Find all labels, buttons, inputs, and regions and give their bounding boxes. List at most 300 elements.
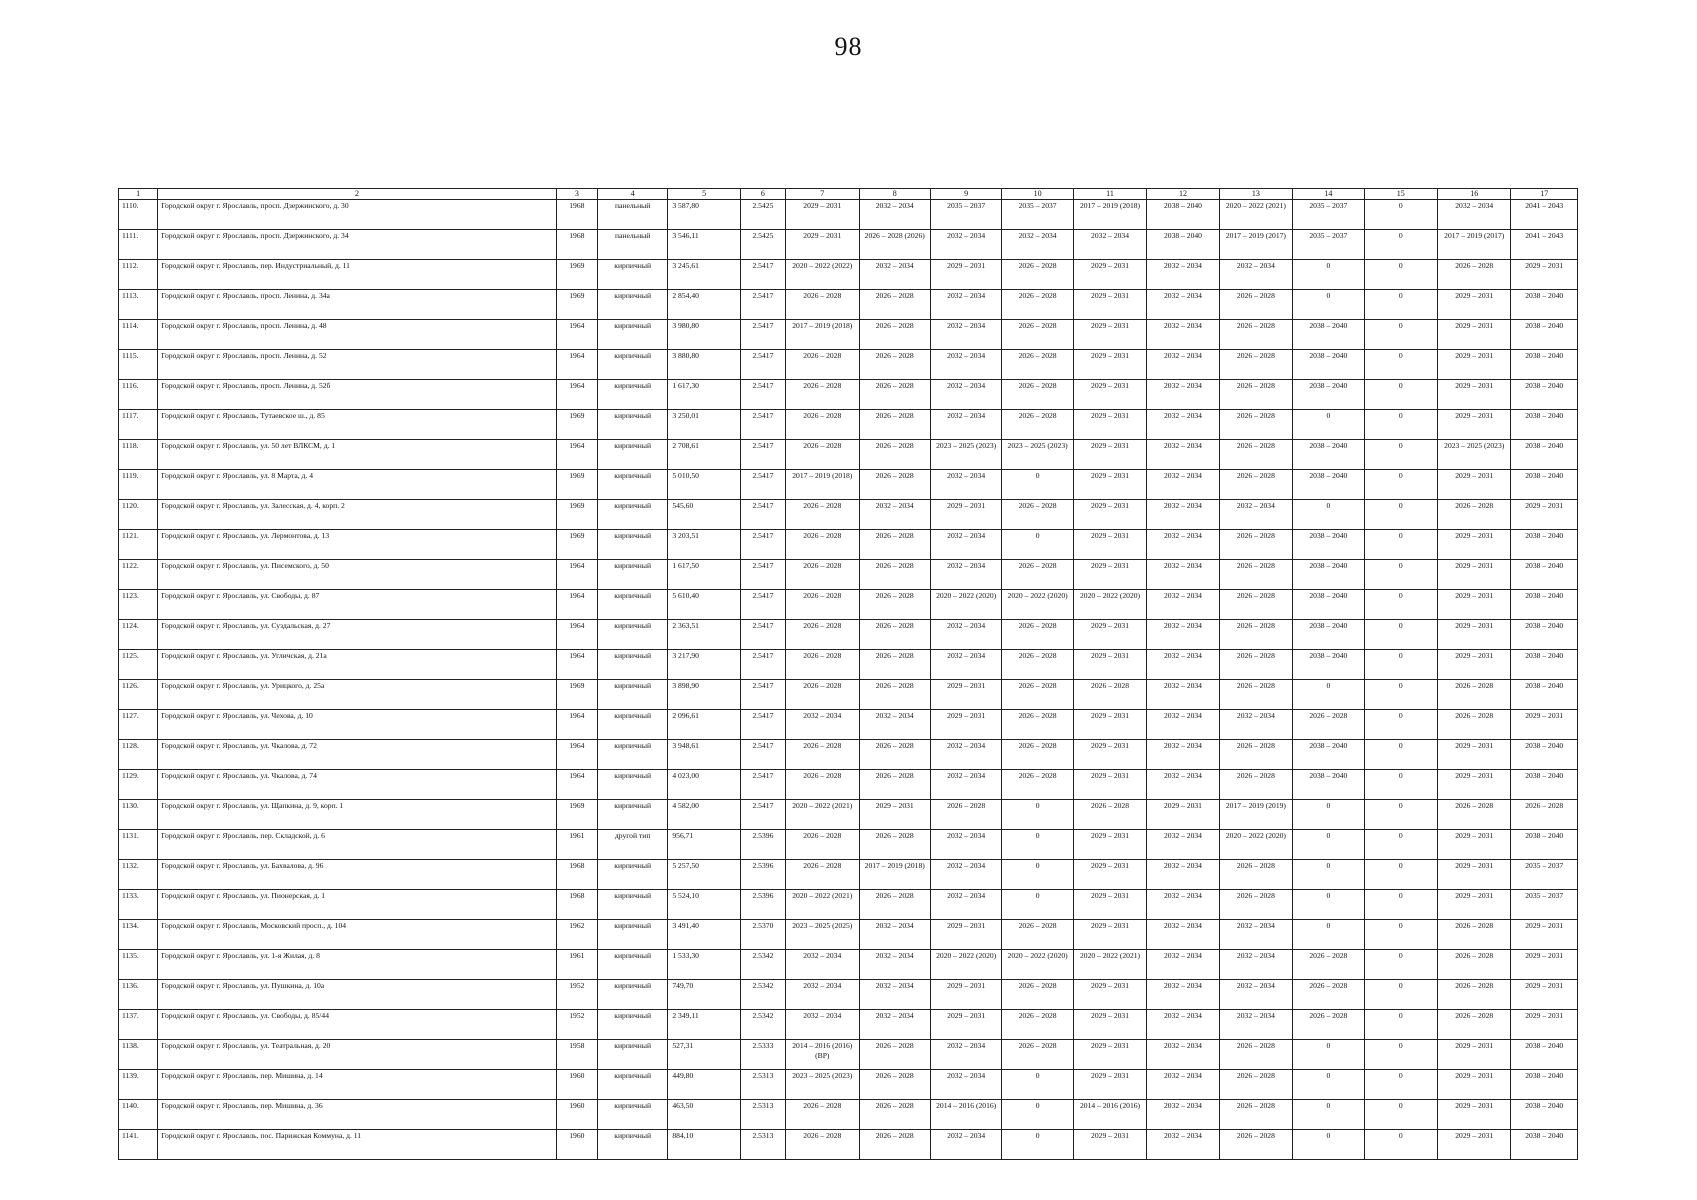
table-cell-col-17: 2038 – 2040	[1511, 530, 1578, 560]
table-row	[119, 680, 1578, 710]
table-cell-col-4: кирпичный	[597, 770, 667, 800]
table-cell-col-1: 1141.	[119, 1130, 158, 1160]
table-cell-col-12: 2032 – 2034	[1147, 1100, 1219, 1130]
table-cell-col-12: 2032 – 2034	[1147, 1040, 1219, 1070]
table-cell-col-17: 2038 – 2040	[1511, 1070, 1578, 1100]
table-cell-col-9: 2032 – 2034	[930, 1040, 1001, 1070]
table-cell-col-2: Городской округ г. Ярославль, Московский просп., д. 104	[158, 920, 556, 950]
table-cell-col-16: 2029 – 2031	[1438, 1100, 1511, 1130]
table-cell-col-15: 0	[1364, 320, 1437, 350]
table-cell-col-16: 2029 – 2031	[1438, 290, 1511, 320]
table-cell-col-17: 2038 – 2040	[1511, 380, 1578, 410]
table-row	[119, 740, 1578, 770]
table-cell-col-14: 2038 – 2040	[1293, 350, 1364, 380]
table-row	[119, 770, 1578, 800]
table-cell-col-13: 2026 – 2028	[1219, 1130, 1292, 1160]
table-cell-col-5: 4 582,00	[668, 800, 740, 830]
table-cell-col-9: 2032 – 2034	[930, 290, 1001, 320]
table-cell-col-15: 0	[1364, 950, 1437, 980]
table-cell-col-9: 2032 – 2034	[930, 650, 1001, 680]
table-cell-col-8: 2017 – 2019 (2018)	[859, 860, 930, 890]
table-cell-col-16: 2026 – 2028	[1438, 680, 1511, 710]
table-cell-col-11: 2029 – 2031	[1073, 740, 1146, 770]
table-cell-col-15: 0	[1364, 620, 1437, 650]
table-cell-col-8: 2026 – 2028	[859, 530, 930, 560]
table-cell-col-16: 2029 – 2031	[1438, 1070, 1511, 1100]
table-cell-col-1: 1113.	[119, 290, 158, 320]
column-header-15: 15	[1364, 189, 1437, 200]
table-cell-col-2: Городской округ г. Ярославль, ул. Урицкого, д. 25а	[158, 680, 556, 710]
table-cell-col-4: кирпичный	[597, 470, 667, 500]
table-cell-col-14: 2035 – 2037	[1293, 200, 1364, 230]
table-cell-col-9: 2032 – 2034	[930, 860, 1001, 890]
table-cell-col-12: 2029 – 2031	[1147, 800, 1219, 830]
table-cell-col-13: 2026 – 2028	[1219, 290, 1292, 320]
table-cell-col-11: 2029 – 2031	[1073, 710, 1146, 740]
table-row	[119, 1070, 1578, 1100]
table-cell-col-11: 2029 – 2031	[1073, 380, 1146, 410]
table-cell-col-9: 2026 – 2028	[930, 800, 1001, 830]
table-cell-col-12: 2032 – 2034	[1147, 830, 1219, 860]
table-cell-col-15: 0	[1364, 1070, 1437, 1100]
table-cell-col-13: 2026 – 2028	[1219, 740, 1292, 770]
table-cell-col-13: 2017 – 2019 (2019)	[1219, 800, 1292, 830]
column-header-12: 12	[1147, 189, 1219, 200]
table-cell-col-7: 2020 – 2022 (2021)	[786, 890, 859, 920]
table-row	[119, 1010, 1578, 1040]
table-cell-col-16: 2026 – 2028	[1438, 950, 1511, 980]
table-cell-col-6: 2.5417	[740, 350, 785, 380]
table-cell-col-1: 1138.	[119, 1040, 158, 1070]
table-cell-col-2: Городской округ г. Ярославль, ул. 50 лет ВЛКСМ, д. 1	[158, 440, 556, 470]
table-cell-col-8: 2026 – 2028	[859, 740, 930, 770]
table-cell-col-9: 2032 – 2034	[930, 320, 1001, 350]
table-cell-col-14: 2038 – 2040	[1293, 740, 1364, 770]
table-cell-col-13: 2026 – 2028	[1219, 320, 1292, 350]
table-cell-col-15: 0	[1364, 980, 1437, 1010]
table-cell-col-7: 2026 – 2028	[786, 590, 859, 620]
table-cell-col-12: 2032 – 2034	[1147, 860, 1219, 890]
table-cell-col-15: 0	[1364, 380, 1437, 410]
table-cell-col-9: 2032 – 2034	[930, 470, 1001, 500]
table-cell-col-7: 2026 – 2028	[786, 380, 859, 410]
table-cell-col-13: 2020 – 2022 (2021)	[1219, 200, 1292, 230]
table-cell-col-9: 2032 – 2034	[930, 770, 1001, 800]
table-cell-col-10: 2026 – 2028	[1002, 350, 1073, 380]
table-cell-col-7: 2032 – 2034	[786, 1010, 859, 1040]
table-cell-col-6: 2.5425	[740, 230, 785, 260]
table-cell-col-9: 2029 – 2031	[930, 500, 1001, 530]
table-cell-col-4: кирпичный	[597, 620, 667, 650]
table-cell-col-8: 2026 – 2028 (2026)	[859, 230, 930, 260]
table-cell-col-7: 2029 – 2031	[786, 200, 859, 230]
table-cell-col-11: 2029 – 2031	[1073, 470, 1146, 500]
table-cell-col-3: 1952	[556, 980, 597, 1010]
table-cell-col-4: кирпичный	[597, 650, 667, 680]
table-cell-col-9: 2032 – 2034	[930, 830, 1001, 860]
table-cell-col-6: 2.5313	[740, 1070, 785, 1100]
table-cell-col-11: 2029 – 2031	[1073, 1040, 1146, 1070]
table-cell-col-3: 1964	[556, 320, 597, 350]
table-cell-col-12: 2032 – 2034	[1147, 290, 1219, 320]
table-cell-col-6: 2.5417	[740, 380, 785, 410]
table-cell-col-14: 0	[1293, 290, 1364, 320]
table-row	[119, 830, 1578, 860]
table-cell-col-11: 2017 – 2019 (2018)	[1073, 200, 1146, 230]
table-cell-col-2: Городской округ г. Ярославль, ул. Свободы, д. 87	[158, 590, 556, 620]
column-number-header-row	[119, 189, 1578, 200]
table-cell-col-11: 2029 – 2031	[1073, 890, 1146, 920]
table-cell-col-2: Городской округ г. Ярославль, ул. Бахвалова, д. 96	[158, 860, 556, 890]
table-cell-col-3: 1964	[556, 560, 597, 590]
table-cell-col-5: 4 023,00	[668, 770, 740, 800]
table-cell-col-10: 0	[1002, 530, 1073, 560]
table-cell-col-3: 1958	[556, 1040, 597, 1070]
table-cell-col-17: 2038 – 2040	[1511, 680, 1578, 710]
table-cell-col-6: 2.5342	[740, 1010, 785, 1040]
table-cell-col-5: 2 349,11	[668, 1010, 740, 1040]
table-cell-col-2: Городской округ г. Ярославль, ул. 8 Марта, д. 4	[158, 470, 556, 500]
table-cell-col-16: 2026 – 2028	[1438, 800, 1511, 830]
table-cell-col-15: 0	[1364, 200, 1437, 230]
table-cell-col-10: 2026 – 2028	[1002, 920, 1073, 950]
table-cell-col-8: 2026 – 2028	[859, 440, 930, 470]
table-cell-col-16: 2029 – 2031	[1438, 860, 1511, 890]
table-cell-col-1: 1114.	[119, 320, 158, 350]
table-cell-col-14: 0	[1293, 1100, 1364, 1130]
table-cell-col-2: Городской округ г. Ярославль, пер. Складской, д. 6	[158, 830, 556, 860]
table-cell-col-2: Городской округ г. Ярославль, ул. Чкалова, д. 72	[158, 740, 556, 770]
table-cell-col-6: 2.5333	[740, 1040, 785, 1070]
table-cell-col-4: кирпичный	[597, 290, 667, 320]
table-cell-col-3: 1969	[556, 470, 597, 500]
table-cell-col-15: 0	[1364, 770, 1437, 800]
table-cell-col-10: 2026 – 2028	[1002, 380, 1073, 410]
table-cell-col-13: 2017 – 2019 (2017)	[1219, 230, 1292, 260]
table-cell-col-6: 2.5417	[740, 770, 785, 800]
table-cell-col-17: 2029 – 2031	[1511, 920, 1578, 950]
schedule-table	[118, 188, 1578, 1160]
table-cell-col-5: 884,10	[668, 1130, 740, 1160]
column-header-6: 6	[740, 189, 785, 200]
table-cell-col-9: 2023 – 2025 (2023)	[930, 440, 1001, 470]
column-header-4: 4	[597, 189, 667, 200]
table-cell-col-4: кирпичный	[597, 1070, 667, 1100]
table-cell-col-7: 2032 – 2034	[786, 980, 859, 1010]
table-cell-col-11: 2029 – 2031	[1073, 260, 1146, 290]
table-cell-col-17: 2038 – 2040	[1511, 590, 1578, 620]
table-cell-col-2: Городской округ г. Ярославль, ул. Пионерская, д. 1	[158, 890, 556, 920]
column-header-7: 7	[786, 189, 859, 200]
table-cell-col-3: 1964	[556, 650, 597, 680]
table-cell-col-2: Городской округ г. Ярославль, просп. Ленина, д. 52	[158, 350, 556, 380]
table-cell-col-3: 1968	[556, 890, 597, 920]
table-cell-col-1: 1130.	[119, 800, 158, 830]
table-cell-col-9: 2032 – 2034	[930, 560, 1001, 590]
table-cell-col-4: кирпичный	[597, 740, 667, 770]
table-cell-col-12: 2032 – 2034	[1147, 500, 1219, 530]
table-cell-col-13: 2032 – 2034	[1219, 500, 1292, 530]
table-cell-col-2: Городской округ г. Ярославль, пос. Парижская Коммуна, д. 11	[158, 1130, 556, 1160]
table-cell-col-12: 2032 – 2034	[1147, 1010, 1219, 1040]
table-cell-col-6: 2.5342	[740, 980, 785, 1010]
table-cell-col-4: кирпичный	[597, 380, 667, 410]
table-cell-col-1: 1116.	[119, 380, 158, 410]
table-row	[119, 620, 1578, 650]
table-cell-col-7: 2026 – 2028	[786, 440, 859, 470]
table-cell-col-6: 2.5417	[740, 530, 785, 560]
table-row	[119, 860, 1578, 890]
table-cell-col-4: кирпичный	[597, 440, 667, 470]
table-cell-col-3: 1969	[556, 680, 597, 710]
table-cell-col-4: панельный	[597, 230, 667, 260]
column-header-8: 8	[859, 189, 930, 200]
column-header-1: 1	[119, 189, 158, 200]
table-cell-col-12: 2032 – 2034	[1147, 950, 1219, 980]
table-cell-col-2: Городской округ г. Ярославль, просп. Ленина, д. 34а	[158, 290, 556, 320]
table-cell-col-8: 2026 – 2028	[859, 560, 930, 590]
table-cell-col-6: 2.5417	[740, 290, 785, 320]
table-row	[119, 650, 1578, 680]
table-cell-col-14: 2026 – 2028	[1293, 950, 1364, 980]
table-cell-col-16: 2029 – 2031	[1438, 890, 1511, 920]
table-cell-col-10: 0	[1002, 890, 1073, 920]
table-cell-col-14: 2038 – 2040	[1293, 440, 1364, 470]
table-cell-col-10: 2026 – 2028	[1002, 320, 1073, 350]
table-cell-col-8: 2026 – 2028	[859, 1040, 930, 1070]
table-cell-col-7: 2017 – 2019 (2018)	[786, 470, 859, 500]
column-header-13: 13	[1219, 189, 1292, 200]
table-cell-col-4: кирпичный	[597, 320, 667, 350]
table-cell-col-12: 2032 – 2034	[1147, 1070, 1219, 1100]
table-cell-col-12: 2032 – 2034	[1147, 620, 1219, 650]
table-cell-col-5: 5 524,10	[668, 890, 740, 920]
table-cell-col-5: 2 854,40	[668, 290, 740, 320]
table-cell-col-3: 1964	[556, 440, 597, 470]
table-cell-col-9: 2032 – 2034	[930, 620, 1001, 650]
table-cell-col-15: 0	[1364, 830, 1437, 860]
table-row	[119, 1100, 1578, 1130]
table-row	[119, 1130, 1578, 1160]
table-cell-col-3: 1960	[556, 1070, 597, 1100]
table-cell-col-1: 1135.	[119, 950, 158, 980]
table-cell-col-13: 2026 – 2028	[1219, 590, 1292, 620]
table-cell-col-2: Городской округ г. Ярославль, просп. Дзержинского, д. 34	[158, 230, 556, 260]
table-cell-col-5: 2 096,61	[668, 710, 740, 740]
table-cell-col-2: Городской округ г. Ярославль, ул. Театральная, д. 20	[158, 1040, 556, 1070]
table-cell-col-17: 2029 – 2031	[1511, 1010, 1578, 1040]
table-cell-col-6: 2.5417	[740, 260, 785, 290]
table-cell-col-7: 2026 – 2028	[786, 860, 859, 890]
table-cell-col-6: 2.5417	[740, 560, 785, 590]
table-cell-col-2: Городской округ г. Ярославль, пер. Мишина, д. 36	[158, 1100, 556, 1130]
table-cell-col-14: 2038 – 2040	[1293, 590, 1364, 620]
table-cell-col-14: 0	[1293, 680, 1364, 710]
table-cell-col-10: 0	[1002, 1130, 1073, 1160]
table-cell-col-12: 2032 – 2034	[1147, 530, 1219, 560]
table-cell-col-8: 2026 – 2028	[859, 1070, 930, 1100]
table-cell-col-3: 1952	[556, 1010, 597, 1040]
table-cell-col-2: Городской округ г. Ярославль, ул. Свободы, д. 85/44	[158, 1010, 556, 1040]
table-cell-col-13: 2026 – 2028	[1219, 380, 1292, 410]
table-cell-col-14: 0	[1293, 1070, 1364, 1100]
table-cell-col-11: 2029 – 2031	[1073, 500, 1146, 530]
table-cell-col-14: 2038 – 2040	[1293, 320, 1364, 350]
table-cell-col-3: 1968	[556, 860, 597, 890]
table-cell-col-7: 2026 – 2028	[786, 830, 859, 860]
table-cell-col-4: кирпичный	[597, 950, 667, 980]
table-cell-col-9: 2032 – 2034	[930, 740, 1001, 770]
table-cell-col-3: 1969	[556, 500, 597, 530]
table-cell-col-16: 2026 – 2028	[1438, 980, 1511, 1010]
table-cell-col-17: 2038 – 2040	[1511, 290, 1578, 320]
table-cell-col-1: 1128.	[119, 740, 158, 770]
table-cell-col-10: 2026 – 2028	[1002, 260, 1073, 290]
table-cell-col-11: 2029 – 2031	[1073, 320, 1146, 350]
table-cell-col-17: 2038 – 2040	[1511, 410, 1578, 440]
table-cell-col-7: 2026 – 2028	[786, 560, 859, 590]
table-cell-col-5: 1 617,50	[668, 560, 740, 590]
table-cell-col-17: 2038 – 2040	[1511, 440, 1578, 470]
table-cell-col-13: 2026 – 2028	[1219, 1040, 1292, 1070]
table-cell-col-16: 2029 – 2031	[1438, 380, 1511, 410]
table-cell-col-12: 2032 – 2034	[1147, 770, 1219, 800]
table-cell-col-9: 2020 – 2022 (2020)	[930, 950, 1001, 980]
table-cell-col-3: 1964	[556, 380, 597, 410]
table-cell-col-1: 1124.	[119, 620, 158, 650]
table-row	[119, 200, 1578, 230]
table-cell-col-14: 2026 – 2028	[1293, 980, 1364, 1010]
table-cell-col-11: 2029 – 2031	[1073, 770, 1146, 800]
table-cell-col-11: 2029 – 2031	[1073, 290, 1146, 320]
table-cell-col-6: 2.5417	[740, 320, 785, 350]
table-cell-col-11: 2029 – 2031	[1073, 410, 1146, 440]
table-cell-col-16: 2026 – 2028	[1438, 710, 1511, 740]
table-cell-col-7: 2026 – 2028	[786, 740, 859, 770]
table-cell-col-10: 2026 – 2028	[1002, 980, 1073, 1010]
table-cell-col-15: 0	[1364, 1100, 1437, 1130]
table-row	[119, 800, 1578, 830]
table-cell-col-14: 0	[1293, 800, 1364, 830]
table-cell-col-15: 0	[1364, 410, 1437, 440]
table-cell-col-16: 2029 – 2031	[1438, 350, 1511, 380]
table-cell-col-17: 2029 – 2031	[1511, 950, 1578, 980]
table-cell-col-16: 2026 – 2028	[1438, 260, 1511, 290]
table-cell-col-13: 2026 – 2028	[1219, 620, 1292, 650]
table-cell-col-3: 1964	[556, 770, 597, 800]
table-cell-col-14: 0	[1293, 410, 1364, 440]
table-cell-col-16: 2029 – 2031	[1438, 830, 1511, 860]
table-cell-col-12: 2032 – 2034	[1147, 590, 1219, 620]
table-cell-col-13: 2020 – 2022 (2020)	[1219, 830, 1292, 860]
table-cell-col-12: 2032 – 2034	[1147, 710, 1219, 740]
table-cell-col-6: 2.5425	[740, 200, 785, 230]
table-cell-col-16: 2029 – 2031	[1438, 1040, 1511, 1070]
table-cell-col-9: 2020 – 2022 (2020)	[930, 590, 1001, 620]
table-cell-col-8: 2026 – 2028	[859, 380, 930, 410]
table-cell-col-6: 2.5417	[740, 710, 785, 740]
table-cell-col-1: 1115.	[119, 350, 158, 380]
table-cell-col-9: 2029 – 2031	[930, 260, 1001, 290]
table-cell-col-11: 2029 – 2031	[1073, 620, 1146, 650]
table-cell-col-15: 0	[1364, 680, 1437, 710]
table-cell-col-15: 0	[1364, 500, 1437, 530]
table-cell-col-15: 0	[1364, 1040, 1437, 1070]
table-cell-col-1: 1125.	[119, 650, 158, 680]
table-cell-col-10: 2026 – 2028	[1002, 770, 1073, 800]
table-cell-col-13: 2026 – 2028	[1219, 1070, 1292, 1100]
table-cell-col-13: 2026 – 2028	[1219, 650, 1292, 680]
table-cell-col-14: 2026 – 2028	[1293, 1010, 1364, 1040]
table-cell-col-5: 3 587,80	[668, 200, 740, 230]
table-cell-col-7: 2017 – 2019 (2018)	[786, 320, 859, 350]
table-cell-col-13: 2026 – 2028	[1219, 410, 1292, 440]
table-cell-col-10: 2026 – 2028	[1002, 710, 1073, 740]
table-cell-col-12: 2032 – 2034	[1147, 470, 1219, 500]
table-cell-col-3: 1969	[556, 530, 597, 560]
table-cell-col-7: 2026 – 2028	[786, 770, 859, 800]
table-cell-col-1: 1121.	[119, 530, 158, 560]
table-cell-col-4: кирпичный	[597, 500, 667, 530]
table-cell-col-5: 3 948,61	[668, 740, 740, 770]
table-cell-col-13: 2026 – 2028	[1219, 890, 1292, 920]
table-cell-col-8: 2026 – 2028	[859, 320, 930, 350]
table-cell-col-7: 2014 – 2016 (2016) (ВР)	[786, 1040, 859, 1070]
table-cell-col-6: 2.5417	[740, 440, 785, 470]
table-cell-col-7: 2032 – 2034	[786, 950, 859, 980]
table-cell-col-6: 2.5313	[740, 1100, 785, 1130]
table-cell-col-12: 2032 – 2034	[1147, 890, 1219, 920]
table-cell-col-9: 2014 – 2016 (2016)	[930, 1100, 1001, 1130]
table-cell-col-8: 2026 – 2028	[859, 350, 930, 380]
table-cell-col-10: 2035 – 2037	[1002, 200, 1073, 230]
table-cell-col-6: 2.5396	[740, 830, 785, 860]
table-cell-col-14: 2038 – 2040	[1293, 770, 1364, 800]
table-cell-col-10: 2026 – 2028	[1002, 1010, 1073, 1040]
table-cell-col-4: кирпичный	[597, 590, 667, 620]
table-cell-col-17: 2038 – 2040	[1511, 560, 1578, 590]
table-cell-col-17: 2035 – 2037	[1511, 860, 1578, 890]
column-header-10: 10	[1002, 189, 1073, 200]
table-cell-col-15: 0	[1364, 260, 1437, 290]
table-cell-col-15: 0	[1364, 590, 1437, 620]
table-cell-col-7: 2026 – 2028	[786, 350, 859, 380]
table-cell-col-11: 2026 – 2028	[1073, 680, 1146, 710]
table-cell-col-1: 1126.	[119, 680, 158, 710]
table-cell-col-16: 2029 – 2031	[1438, 320, 1511, 350]
table-cell-col-10: 2026 – 2028	[1002, 740, 1073, 770]
table-cell-col-7: 2026 – 2028	[786, 680, 859, 710]
table-cell-col-16: 2029 – 2031	[1438, 560, 1511, 590]
table-cell-col-14: 0	[1293, 260, 1364, 290]
table-cell-col-13: 2026 – 2028	[1219, 470, 1292, 500]
table-cell-col-5: 3 245,61	[668, 260, 740, 290]
table-cell-col-3: 1968	[556, 230, 597, 260]
table-cell-col-13: 2026 – 2028	[1219, 440, 1292, 470]
table-cell-col-1: 1139.	[119, 1070, 158, 1100]
table-cell-col-6: 2.5342	[740, 950, 785, 980]
table-cell-col-14: 2038 – 2040	[1293, 620, 1364, 650]
column-header-11: 11	[1073, 189, 1146, 200]
table-cell-col-6: 2.5417	[740, 470, 785, 500]
table-cell-col-2: Городской округ г. Ярославль, просп. Ленина, д. 48	[158, 320, 556, 350]
table-cell-col-11: 2029 – 2031	[1073, 980, 1146, 1010]
table-cell-col-1: 1127.	[119, 710, 158, 740]
table-cell-col-8: 2026 – 2028	[859, 680, 930, 710]
table-cell-col-8: 2032 – 2034	[859, 200, 930, 230]
page-number: 98	[834, 32, 863, 61]
table-cell-col-5: 3 980,80	[668, 320, 740, 350]
